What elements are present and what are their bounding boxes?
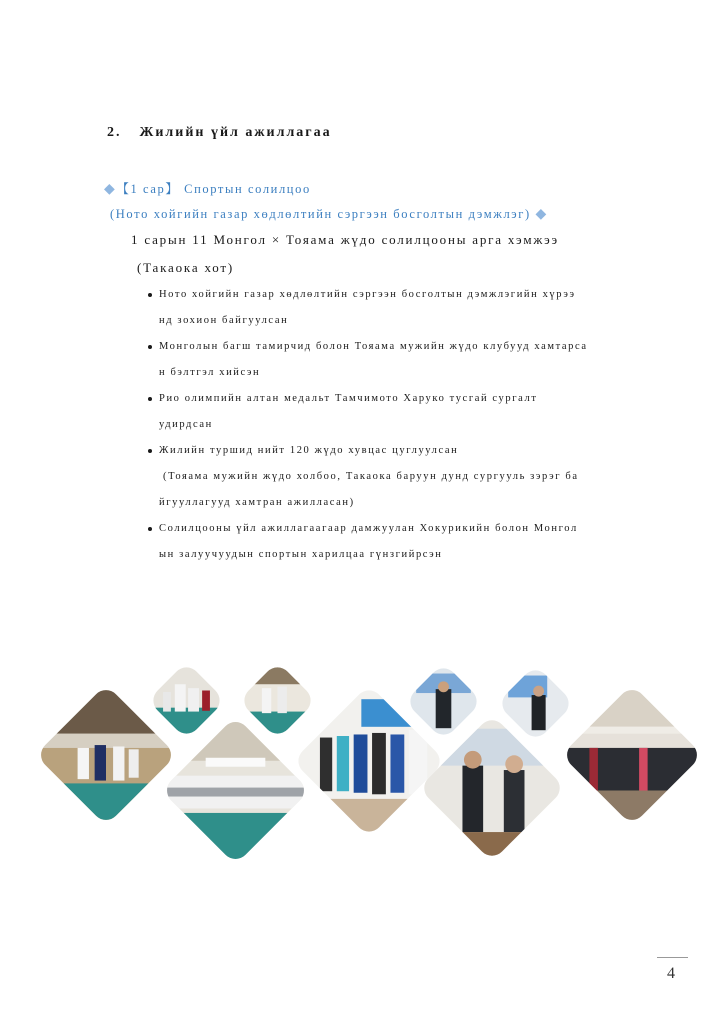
photo-woman-speech — [497, 665, 575, 743]
page-number: 4 — [667, 965, 675, 982]
photo-judo-group — [161, 716, 309, 864]
photo-reception-group — [561, 684, 702, 825]
bullet-line: Рио олимпийн алтан медальт Тамчимото Харуко тусгай сургалт — [159, 393, 538, 404]
bullet-line-cont: удирдсан — [159, 419, 213, 430]
photo-judo-throw — [148, 662, 226, 740]
list-item-note — [146, 464, 626, 490]
section-title: Жилийн үйл ажиллагаа — [139, 125, 332, 140]
list-item — [146, 386, 626, 438]
diamond-icon: ◆ — [104, 182, 117, 197]
bullet-line: Жилийн туршид нийт 120 жүдо хувцас цуглуулсан — [159, 445, 459, 456]
month-label: 【1 сар】 Спортын солилцоо — [116, 182, 311, 196]
photo-judo-training-hall — [239, 662, 317, 740]
group-photo-icon — [161, 716, 309, 864]
photo-judo-practice-mat — [35, 684, 176, 825]
event-city: (Такаока хот) — [137, 260, 234, 275]
bullet-line-cont: ын залуучуудын спортын харилцаа гүнзгийрсэн — [159, 549, 443, 560]
judo-photo-icon — [35, 684, 176, 825]
bullet-list — [146, 282, 626, 568]
bullet-line-cont: нд зохион байгуулсан — [159, 315, 289, 326]
section-heading — [107, 125, 332, 141]
bullet-line: (Тояама мужийн жүдо холбоо, Такаока баруун дунд сургууль зэрэг ба — [163, 471, 579, 482]
month-subtitle-line — [110, 206, 548, 223]
list-item-note-cont — [146, 490, 626, 516]
page-number-rule — [657, 957, 688, 958]
bullet-line: Монголын багш тамирчид болон Тояама мужийн жүдо клубууд хамтарса — [159, 341, 588, 352]
bullet-line-cont: н бэлтгэл хийсэн — [159, 367, 261, 378]
event-title: 1 сарын 11 Монгол × Тояама жүдо солилцооны арга хэмжээ — [131, 232, 559, 247]
photo-speaker-podium — [405, 663, 483, 741]
list-item — [146, 438, 626, 464]
list-item — [146, 282, 626, 334]
bullet-line: Ното хойгийн газар хөдлөлтийн сэргээн босголтын дэмжлэгийн хүрээ — [159, 289, 576, 300]
list-item — [146, 516, 626, 568]
list-item — [146, 334, 626, 386]
diamond-icon: ◆ — [535, 207, 548, 222]
photo-speaker-duo — [418, 714, 565, 861]
bullet-line-cont: йгууллагууд хамтран ажилласан) — [159, 497, 355, 508]
bullet-line: Солилцооны үйл ажиллагаагаар дамжуулан Хокурикийн болон Монгол — [159, 523, 578, 534]
section-number: 2. — [107, 125, 122, 140]
month-heading — [104, 179, 311, 198]
month-subtitle: (Нотo хойгийн газар хөдлөлтийн сэргээн босголтын дэмжлэг) — [110, 207, 531, 221]
speaker-photo-icon — [405, 663, 483, 741]
photo-delegation-stage — [293, 685, 446, 838]
